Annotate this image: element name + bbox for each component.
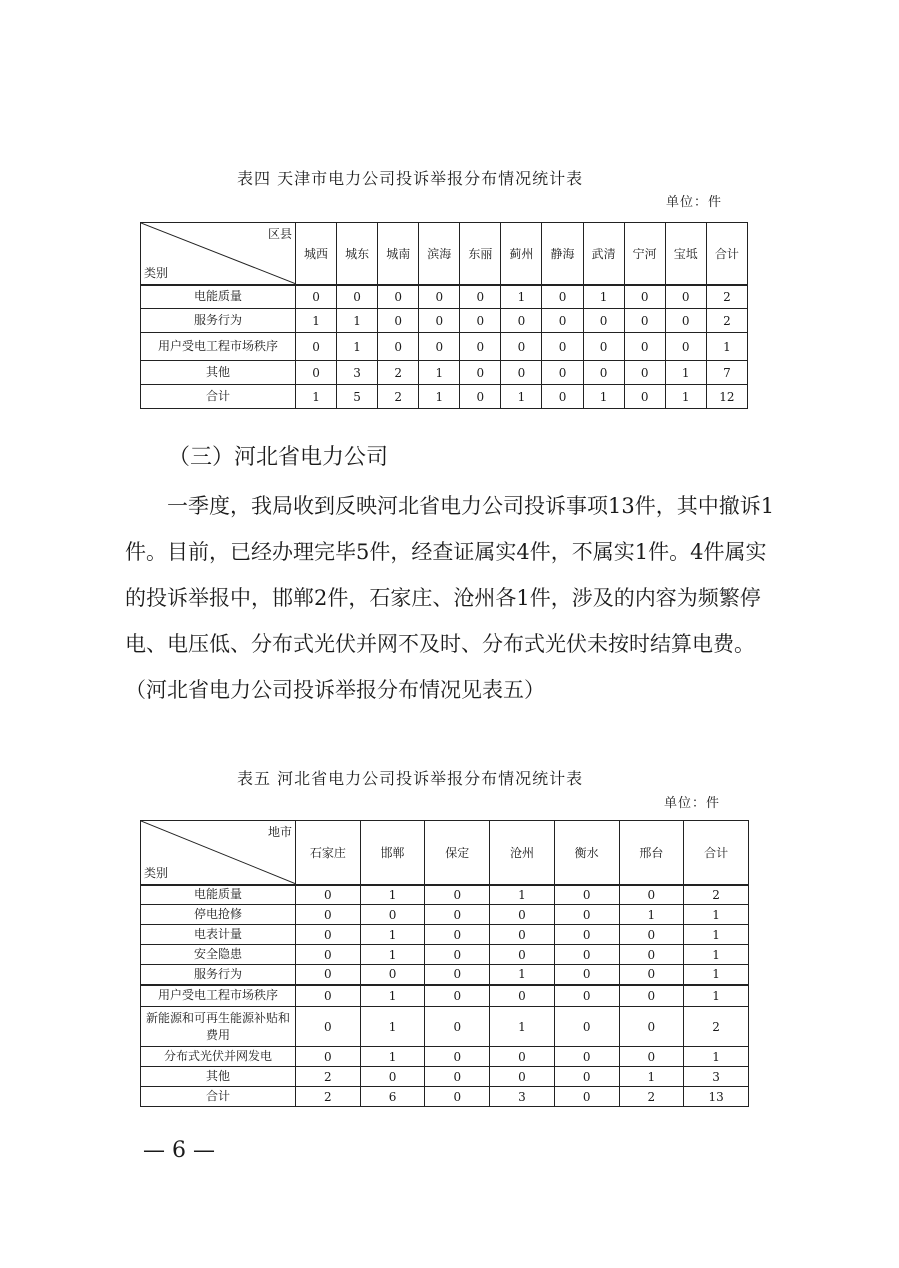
section-heading: （三）河北省电力公司 [168, 445, 389, 470]
row-label: 电能质量 [141, 885, 296, 905]
column-header: 静海 [542, 223, 583, 285]
table-cell: 0 [425, 945, 490, 965]
table-cell: 0 [554, 1087, 619, 1107]
table-cell: 0 [425, 985, 490, 1007]
table-cell: 0 [296, 1047, 361, 1067]
table-cell: 0 [554, 905, 619, 925]
table-cell: 0 [360, 965, 425, 985]
table-cell: 0 [619, 945, 684, 965]
column-header: 宝坻 [665, 223, 706, 285]
table-cell: 3 [490, 1087, 555, 1107]
table-cell: 0 [490, 945, 555, 965]
row-label: 其他 [141, 361, 296, 385]
table-cell: 1 [706, 333, 747, 361]
table-cell: 0 [619, 985, 684, 1007]
table-cell: 0 [542, 361, 583, 385]
table-cell: 0 [296, 945, 361, 965]
table-cell: 0 [296, 285, 337, 309]
table-cell: 0 [337, 285, 378, 309]
table-cell: 0 [624, 285, 665, 309]
table-row [141, 285, 748, 309]
table-cell: 0 [554, 965, 619, 985]
table-cell: 0 [296, 1007, 361, 1047]
corner-bottom-label: 类别 [144, 865, 169, 880]
table-cell: 1 [296, 309, 337, 333]
table-cell: 0 [360, 1067, 425, 1087]
table-cell: 0 [425, 1087, 490, 1107]
row-label: 用户受电工程市场秩序 [141, 985, 296, 1007]
table-cell: 1 [684, 985, 749, 1007]
corner-header [141, 821, 296, 885]
table-cell: 0 [378, 333, 419, 361]
row-label: 其他 [141, 1067, 296, 1087]
table-cell: 1 [360, 985, 425, 1007]
table-cell: 2 [378, 385, 419, 409]
table-cell: 1 [419, 361, 460, 385]
table-cell: 0 [624, 333, 665, 361]
column-header: 蓟州 [501, 223, 542, 285]
table5 [140, 820, 749, 1107]
table-row [141, 1087, 749, 1107]
table-cell: 0 [419, 309, 460, 333]
table4-caption: 表四 天津市电力公司投诉举报分布情况统计表 [237, 169, 584, 188]
table-cell: 0 [624, 309, 665, 333]
table-cell: 1 [583, 385, 624, 409]
table-cell: 0 [425, 905, 490, 925]
table-cell: 0 [378, 309, 419, 333]
column-header: 合计 [706, 223, 747, 285]
table-cell: 0 [554, 885, 619, 905]
table-cell: 0 [624, 385, 665, 409]
table-cell: 0 [378, 285, 419, 309]
header-row [141, 223, 748, 285]
table-cell: 1 [360, 885, 425, 905]
table-cell: 0 [619, 965, 684, 985]
table-cell: 0 [554, 1047, 619, 1067]
table-cell: 1 [296, 385, 337, 409]
table-cell: 1 [583, 285, 624, 309]
row-label: 合计 [141, 1087, 296, 1107]
table-cell: 0 [665, 309, 706, 333]
table-cell: 0 [542, 333, 583, 361]
table5-caption: 表五 河北省电力公司投诉举报分布情况统计表 [237, 769, 584, 788]
table-cell: 0 [425, 1047, 490, 1067]
table-cell: 1 [619, 1067, 684, 1087]
table4-unit: 单位：件 [666, 195, 723, 210]
table-row [141, 361, 748, 385]
table-cell: 2 [706, 309, 747, 333]
table-cell: 1 [684, 905, 749, 925]
column-header: 城东 [337, 223, 378, 285]
table-row [141, 985, 749, 1007]
column-header: 石家庄 [296, 821, 361, 885]
table-cell: 1 [684, 945, 749, 965]
row-label: 新能源和可再生能源补贴和费用 [141, 1007, 296, 1047]
row-label: 合计 [141, 385, 296, 409]
table-cell: 1 [684, 925, 749, 945]
table-cell: 2 [378, 361, 419, 385]
table-cell: 3 [684, 1067, 749, 1087]
table-row [141, 1047, 749, 1067]
table-cell: 1 [360, 925, 425, 945]
table-cell: 1 [501, 385, 542, 409]
table-cell: 1 [490, 965, 555, 985]
table-cell: 0 [501, 333, 542, 361]
column-header: 武清 [583, 223, 624, 285]
table-cell: 2 [706, 285, 747, 309]
table-cell: 5 [337, 385, 378, 409]
table-cell: 1 [337, 333, 378, 361]
column-header: 滨海 [419, 223, 460, 285]
table-cell: 0 [554, 925, 619, 945]
corner-header [141, 223, 296, 285]
table-cell: 0 [460, 333, 501, 361]
table-cell: 0 [490, 925, 555, 945]
column-header: 保定 [425, 821, 490, 885]
table-cell: 2 [296, 1067, 361, 1087]
column-header: 东丽 [460, 223, 501, 285]
table-cell: 12 [706, 385, 747, 409]
table-cell: 0 [425, 1067, 490, 1087]
table-cell: 0 [501, 309, 542, 333]
header-row [141, 821, 749, 885]
table-cell: 6 [360, 1087, 425, 1107]
column-header: 衡水 [554, 821, 619, 885]
column-header: 合计 [684, 821, 749, 885]
corner-bottom-label: 类别 [144, 265, 169, 280]
table-cell: 0 [619, 925, 684, 945]
row-label: 用户受电工程市场秩序 [141, 333, 296, 361]
table-cell: 1 [360, 945, 425, 965]
table-cell: 0 [583, 309, 624, 333]
table-cell: 0 [460, 309, 501, 333]
body-paragraph: 一季度，我局收到反映河北省电力公司投诉事项13件，其中撤诉1件。目前，已经办理完毕5件，经查证属实4件，不属实1件。4件属实的投诉举报中，邯郸2件，石家庄、沧州各1件，涉及的内容为频繁停电、电压低、分布式光伏并网不及时、分布式光伏未按时结算电费。（河北省电力公司投诉举报分布情况见表五） [125, 494, 775, 702]
table-cell: 0 [490, 1047, 555, 1067]
table-cell: 0 [542, 309, 583, 333]
table-cell: 0 [501, 361, 542, 385]
table-row [141, 945, 749, 965]
table-cell: 0 [624, 361, 665, 385]
table-cell: 0 [460, 361, 501, 385]
table-cell: 0 [554, 945, 619, 965]
table-cell: 0 [554, 1007, 619, 1047]
row-label: 电能质量 [141, 285, 296, 309]
table4 [140, 222, 748, 409]
table-cell: 0 [460, 385, 501, 409]
table-cell: 1 [501, 285, 542, 309]
table-cell: 2 [296, 1087, 361, 1107]
table-row [141, 333, 748, 361]
column-header: 邢台 [619, 821, 684, 885]
column-header: 城南 [378, 223, 419, 285]
table-cell: 1 [665, 361, 706, 385]
table-cell: 0 [665, 285, 706, 309]
table-cell: 1 [360, 1047, 425, 1067]
table-cell: 2 [684, 1007, 749, 1047]
table-cell: 1 [490, 1007, 555, 1047]
table-cell: 0 [554, 985, 619, 1007]
table-cell: 0 [619, 1007, 684, 1047]
table-cell: 0 [542, 385, 583, 409]
table-cell: 0 [583, 333, 624, 361]
table-cell: 0 [619, 885, 684, 905]
table-cell: 1 [337, 309, 378, 333]
table5-unit: 单位：件 [664, 796, 721, 811]
column-header: 沧州 [490, 821, 555, 885]
table-cell: 0 [490, 985, 555, 1007]
table-cell: 0 [619, 1047, 684, 1067]
row-label: 分布式光伏并网发电 [141, 1047, 296, 1067]
table-cell: 0 [665, 333, 706, 361]
row-label: 安全隐患 [141, 945, 296, 965]
table-cell: 0 [419, 285, 460, 309]
table-cell: 7 [706, 361, 747, 385]
table-row [141, 1067, 749, 1087]
row-label: 服务行为 [141, 309, 296, 333]
table-cell: 1 [360, 1007, 425, 1047]
table-row [141, 1007, 749, 1047]
table-cell: 0 [296, 885, 361, 905]
table-cell: 1 [490, 885, 555, 905]
column-header: 宁河 [624, 223, 665, 285]
table-cell: 1 [619, 905, 684, 925]
table-row [141, 905, 749, 925]
table-cell: 0 [425, 965, 490, 985]
table-cell: 0 [296, 333, 337, 361]
table-cell: 2 [619, 1087, 684, 1107]
table-cell: 0 [296, 965, 361, 985]
column-header: 城西 [296, 223, 337, 285]
table-row [141, 965, 749, 985]
table-cell: 0 [554, 1067, 619, 1087]
table-cell: 13 [684, 1087, 749, 1107]
page-number: — 6 — [143, 1138, 215, 1163]
table-row [141, 385, 748, 409]
table-row [141, 309, 748, 333]
table-cell: 1 [684, 965, 749, 985]
row-label: 电表计量 [141, 925, 296, 945]
table-cell: 0 [425, 1007, 490, 1047]
table-cell: 1 [684, 1047, 749, 1067]
row-label: 停电抢修 [141, 905, 296, 925]
row-label: 服务行为 [141, 965, 296, 985]
table-cell: 1 [419, 385, 460, 409]
table-cell: 0 [542, 285, 583, 309]
table-cell: 0 [296, 985, 361, 1007]
table-cell: 0 [425, 925, 490, 945]
table-cell: 2 [684, 885, 749, 905]
table-cell: 0 [460, 285, 501, 309]
table-cell: 3 [337, 361, 378, 385]
table-row [141, 925, 749, 945]
table-row [141, 885, 749, 905]
table-cell: 0 [490, 1067, 555, 1087]
column-header: 邯郸 [360, 821, 425, 885]
table-cell: 0 [425, 885, 490, 905]
table-cell: 0 [296, 905, 361, 925]
corner-top-label: 地市 [267, 825, 292, 839]
table-cell: 0 [296, 925, 361, 945]
corner-top-label: 区县 [267, 227, 292, 241]
table-cell: 0 [419, 333, 460, 361]
table-cell: 0 [583, 361, 624, 385]
table-cell: 1 [665, 385, 706, 409]
table-cell: 0 [296, 361, 337, 385]
table-cell: 0 [360, 905, 425, 925]
table-cell: 0 [490, 905, 555, 925]
